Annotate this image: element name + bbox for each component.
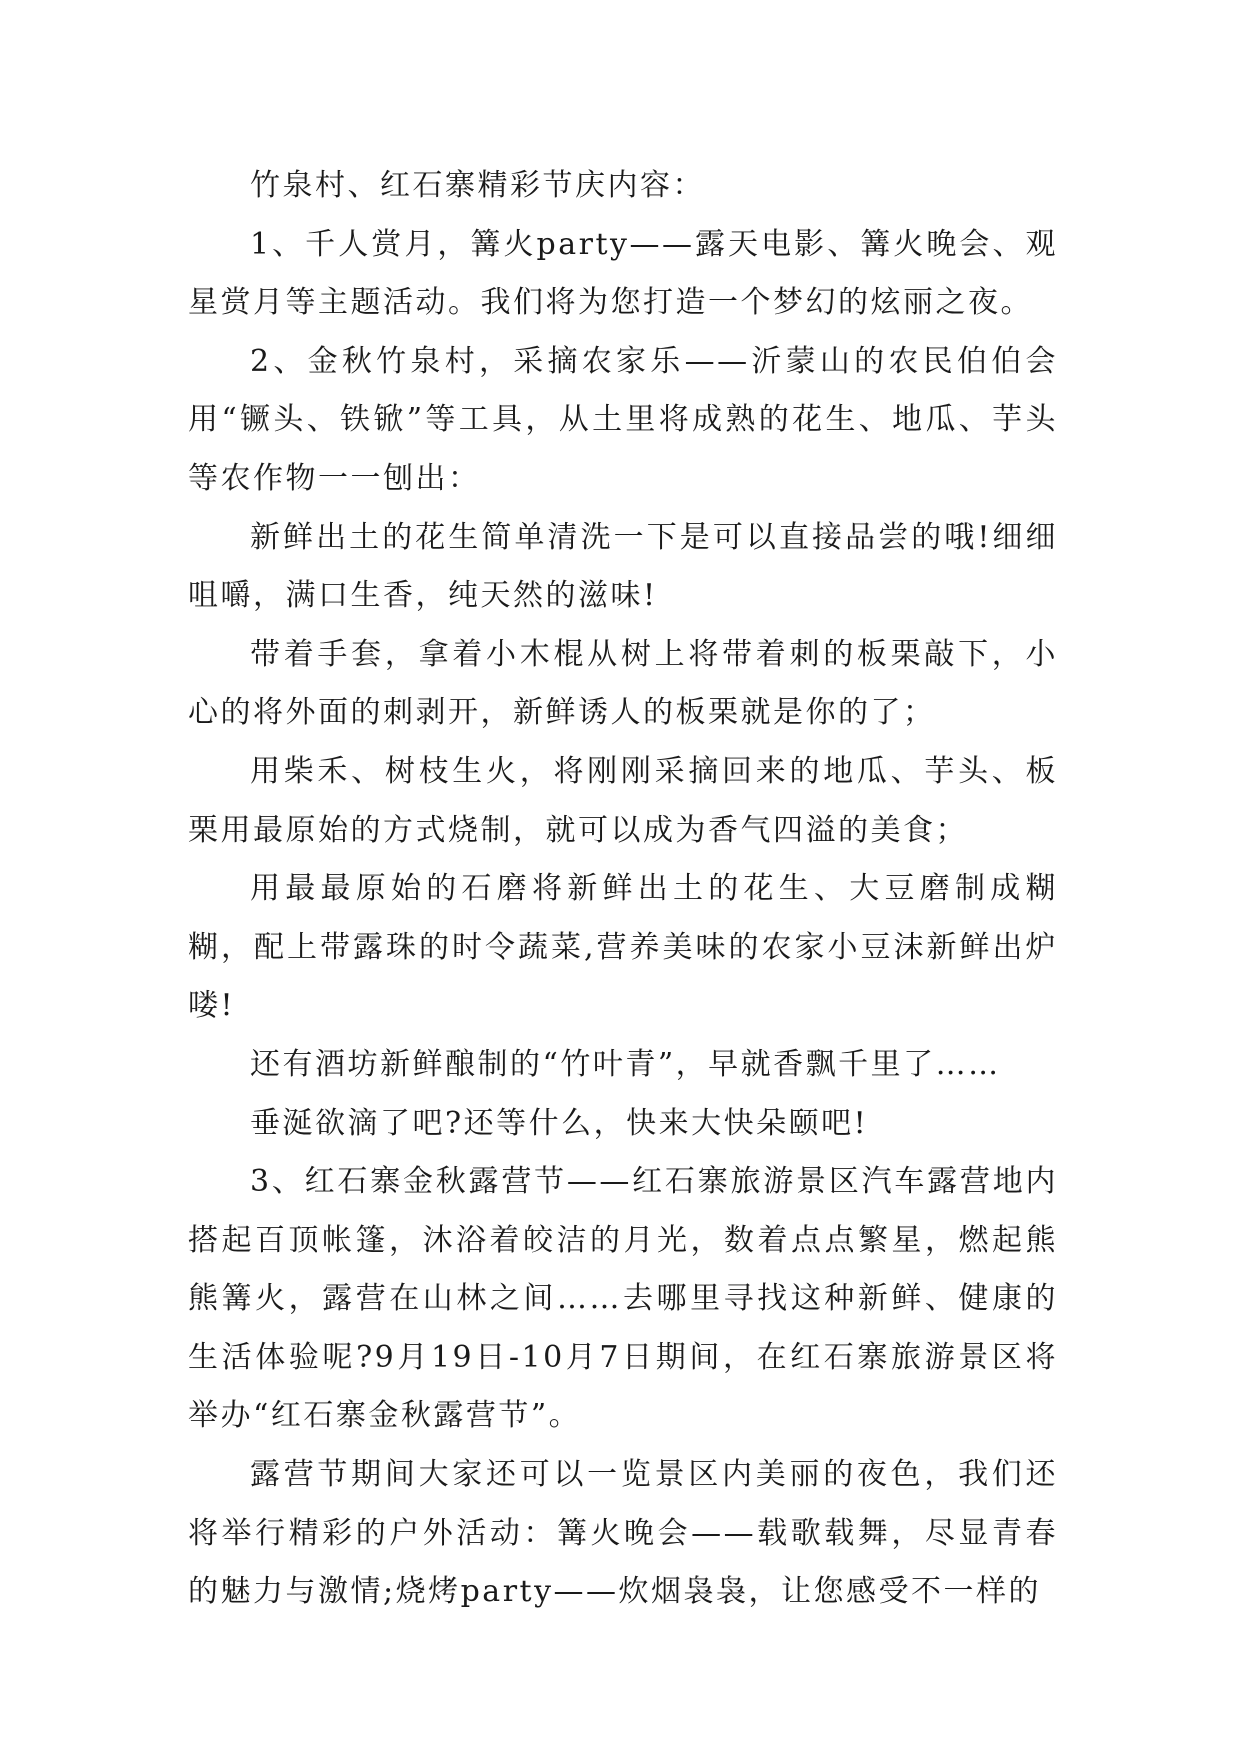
paragraph-wine: 还有酒坊新鲜酿制的“竹叶青”，早就香飘千里了…… — [250, 1046, 1001, 1082]
paragraph-item-1: 1、千人赏月，篝火party——露天电影、篝火晚会、观星赏月等主题活动。我们将为您打造一个梦幻的炫丽之夜。 — [188, 226, 1058, 321]
paragraph-invite: 垂涎欲滴了吧?还等什么，快来大快朵颐吧! — [250, 1105, 869, 1141]
paragraph-stone-mill: 用最最原始的石磨将新鲜出土的花生、大豆磨制成糊糊，配上带露珠的时令蔬菜,营养美味的农家小豆沫新鲜出炉喽! — [188, 871, 1058, 1024]
paragraph-fire-roasting: 用柴禾、树枝生火，将刚刚采摘回来的地瓜、芋头、板栗用最原始的方式烧制，就可以成为香气四溢的美食； — [188, 753, 1058, 848]
paragraph-heading: 竹泉村、红石寨精彩节庆内容： — [250, 168, 705, 203]
paragraph-chestnuts: 带着手套，拿着小木棍从树上将带着刺的板栗敲下，小心的将外面的刺剥开，新鲜诱人的板栗就是你的了； — [188, 636, 1058, 731]
paragraph-peanuts: 新鲜出土的花生简单清洗一下是可以直接品尝的哦!细细咀嚼，满口生香，纯天然的滋味! — [188, 519, 1058, 614]
paragraph-camping-activities: 露营节期间大家还可以一览景区内美丽的夜色，我们还将举行精彩的户外活动：篝火晚会——载歌载舞，尽显青春的魅力与激情;烧烤party——炊烟袅袅，让您感受不一样的 — [188, 1457, 1058, 1610]
paragraph-item-3: 3、红石寨金秋露营节——红石寨旅游景区汽车露营地内搭起百顶帐篷，沐浴着皎洁的月光，数着点点繁星，燃起熊熊篝火，露营在山林之间……去哪里寻找这种新鲜、健康的生活体验呢?9月19日-10月7日期间，在红石寨旅游景区将举办“红石寨金秋露营节”。 — [188, 1164, 1058, 1434]
paragraph-item-2: 2、金秋竹泉村，采摘农家乐——沂蒙山的农民伯伯会用“镢头、铁锨”等工具，从土里将成熟的花生、地瓜、芋头等农作物一一刨出： — [188, 343, 1058, 496]
document-page — [188, 157, 1058, 1622]
